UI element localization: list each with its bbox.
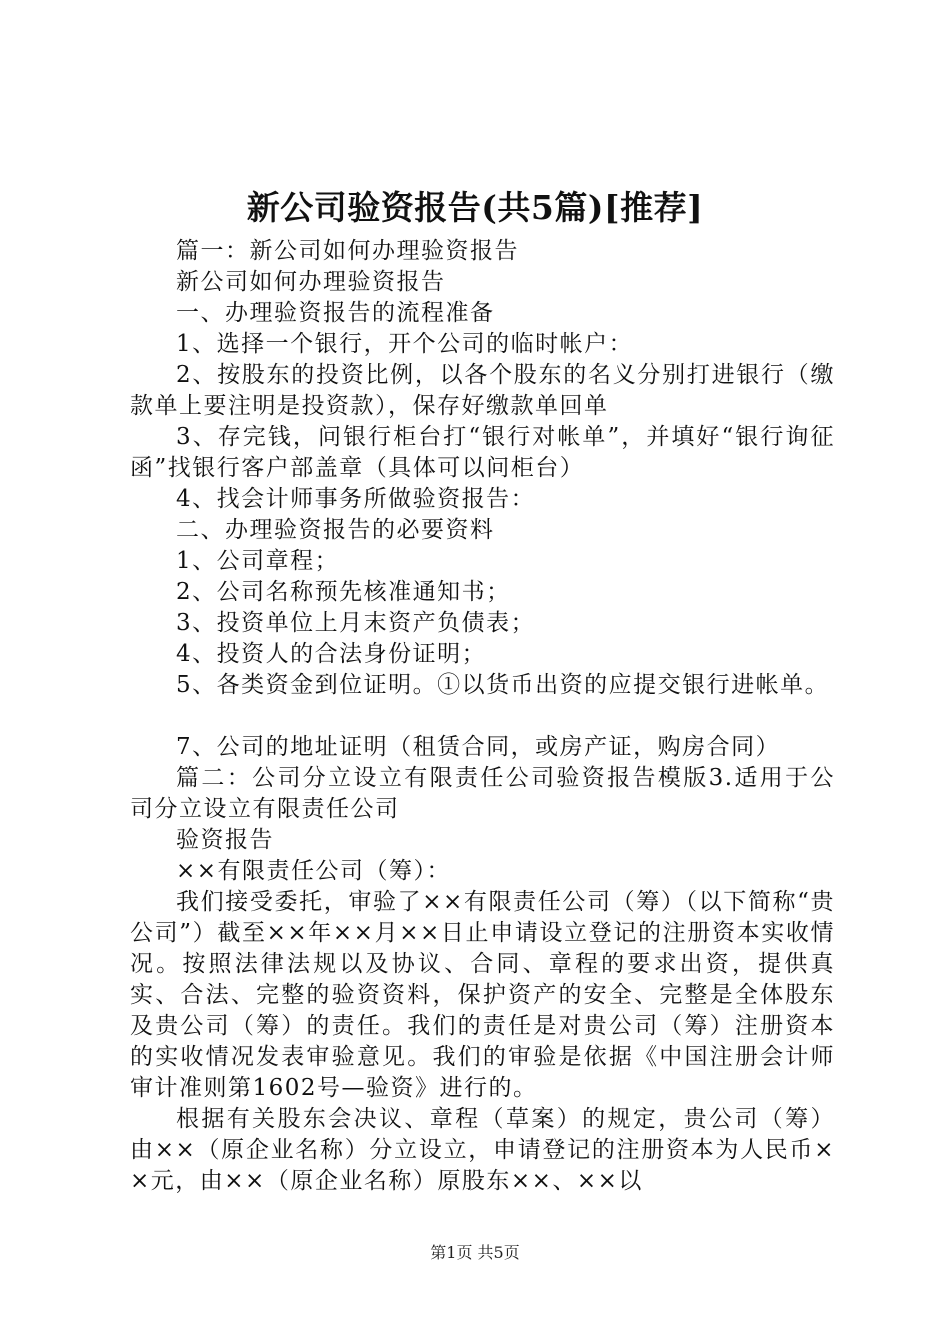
paragraph: ××有限责任公司（筹）： <box>176 858 452 884</box>
paragraph: 7、公司的地址证明（租赁合同，或房产证，购房合同） <box>176 734 781 760</box>
document-body <box>130 236 835 1197</box>
paragraph: 篇二：公司分立设立有限责任公司验资报告模版3.适用于公司分立设立有限责任公司 <box>130 765 835 822</box>
paragraph: 4、找会计师事务所做验资报告： <box>176 486 536 512</box>
paragraph: 一、办理验资报告的流程准备 <box>176 300 495 326</box>
paragraph: 二、办理验资报告的必要资料 <box>176 517 495 543</box>
paragraph: 篇一：新公司如何办理验资报告 <box>176 238 519 264</box>
paragraph: 新公司如何办理验资报告 <box>176 269 446 295</box>
paragraph: 2、公司名称预先核准通知书； <box>176 579 511 605</box>
paragraph: 验资报告 <box>176 827 274 853</box>
paragraph: 4、投资人的合法身份证明； <box>176 641 487 667</box>
paragraph: 根据有关股东会决议、章程（草案）的规定，贵公司（筹）由××（原企业名称）分立设立，申请登记的注册资本为人民币××元，由××（原企业名称）原股东××、××以 <box>130 1106 835 1194</box>
page-footer: 第1页 共5页 <box>430 1243 520 1262</box>
paragraph: 我们接受委托，审验了××有限责任公司（筹）（以下简称“贵公司”）截至××年××月××日止申请设立登记的注册资本实收情况。按照法律法规以及协议、合同、章程的要求出资，提供真实、合法、完整的验资资料，保护资产的安全、完整是全体股东及贵公司（筹）的责任。我们的责任是对贵公司（筹）注册资本的实收情况发表审验意见。我们的审验是依据《中国注册会计师审计准则第1602号—验资》进行的。 <box>130 889 835 1101</box>
paragraph: 3、投资单位上月末资产负债表； <box>176 610 536 636</box>
paragraph: 3、存完钱，问银行柜台打“银行对帐单”，并填好“银行询征函”找银行客户部盖章（具体可以问柜台） <box>130 424 835 481</box>
paragraph: 1、选择一个银行，开个公司的临时帐户： <box>176 331 634 357</box>
paragraph: 1、公司章程； <box>176 548 340 574</box>
paragraph: 5、各类资金到位证明。①以货币出资的应提交银行进帐单。 <box>176 672 830 698</box>
paragraph: 2、按股东的投资比例，以各个股东的名义分别打进银行（缴款单上要注明是投资款），保存好缴款单回单 <box>130 362 835 419</box>
document-title: 新公司验资报告(共5篇)[推荐] <box>246 188 704 227</box>
blank-line <box>130 701 835 732</box>
